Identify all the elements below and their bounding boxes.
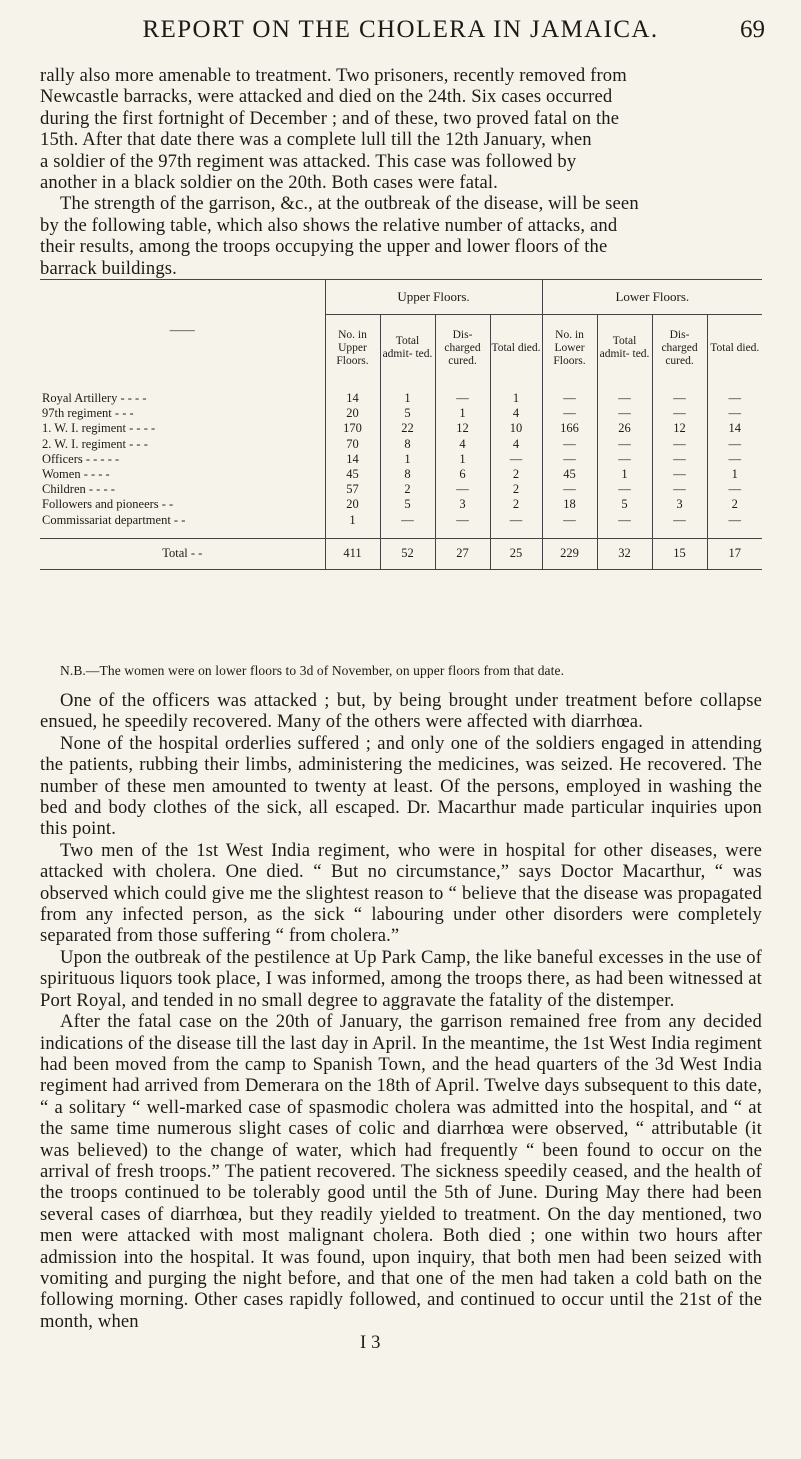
table-cell: 2 (707, 497, 762, 512)
table-cell: 26 (597, 421, 652, 436)
table-cell: 27 (435, 538, 490, 569)
table-cell: 32 (597, 538, 652, 569)
row-label: Total - - (40, 538, 325, 569)
table-footnote: N.B.—The women were on lower floors to 3d of November, on upper floors from that date. (60, 663, 565, 678)
table-row (40, 497, 762, 512)
table-cell: 52 (380, 538, 435, 569)
column-header: No. in Upper Floors. (325, 315, 380, 382)
group-header-lower: Lower Floors. (542, 280, 762, 315)
table-cell: 25 (490, 538, 542, 569)
intro-line: rally also more amenable to treatment. Two prisoners, recently removed from (40, 65, 627, 86)
page-number: 69 (740, 16, 765, 43)
table-cell: — (652, 513, 707, 528)
table-cell: — (597, 482, 652, 497)
table-cell: 2 (380, 482, 435, 497)
table-cell: — (707, 482, 762, 497)
intro-line: The strength of the garrison, &c., at the outbreak of the disease, will be seen (60, 193, 639, 215)
table-cell: — (652, 391, 707, 406)
table-cell: — (597, 391, 652, 406)
table-cell: 2 (490, 467, 542, 482)
table-cell: — (542, 406, 597, 421)
table-spacer (40, 528, 762, 539)
table-cell: 8 (380, 437, 435, 452)
table-cell: — (542, 437, 597, 452)
garrison-table (40, 279, 762, 570)
table-row (40, 452, 762, 467)
table-cell: — (435, 513, 490, 528)
row-label: Royal Artillery - - - - (42, 391, 147, 405)
table-cell: 411 (325, 538, 380, 569)
table-cell: 70 (325, 437, 380, 452)
table-cell: — (652, 452, 707, 467)
table-cell: — (707, 391, 762, 406)
table-cell: — (542, 391, 597, 406)
row-label: 2. W. I. regiment - - - (42, 436, 148, 451)
body-paragraph: One of the officers was attacked ; but, by being brought under treatment before collapse ensued, he speedily recovered. Many of the others were affected with diarrhœa. (40, 690, 762, 733)
intro-line: during the first fortnight of December ; and of these, two proved fatal on the (40, 107, 620, 129)
table-cell: 4 (490, 437, 542, 452)
table-cell: — (380, 513, 435, 528)
column-header: Total admit- ted. (380, 315, 435, 382)
table-cell: — (542, 452, 597, 467)
table-cell: 20 (325, 406, 380, 421)
table-cell: 1 (325, 513, 380, 528)
table-cell: 229 (542, 538, 597, 569)
intro-line: another in a black soldier on the 20th. Both cases were fatal. (40, 172, 498, 194)
table-cell: — (542, 513, 597, 528)
row-label: Commissariat department - - (42, 512, 186, 527)
column-header: Total died. (707, 315, 762, 382)
table-cell: 5 (597, 497, 652, 512)
table-cell: 6 (435, 467, 490, 482)
table-cell: 45 (542, 467, 597, 482)
table-cell: 1 (435, 406, 490, 421)
table-cell: 45 (325, 467, 380, 482)
running-head (0, 16, 801, 50)
table-cell: 17 (707, 538, 762, 569)
intro-line: barrack buildings. (40, 257, 177, 279)
table-spacer (40, 381, 762, 391)
table-cell: 20 (325, 497, 380, 512)
intro-line: by the following table, which also shows the relative number of attacks, and (40, 214, 618, 236)
table-cell: — (542, 482, 597, 497)
row-label: Women - - - - (42, 467, 110, 482)
signature-mark: I 3 (360, 1332, 381, 1354)
table-cell: 1 (380, 391, 435, 406)
column-header: Dis- charged cured. (435, 315, 490, 382)
table-cell: — (707, 437, 762, 452)
table-cell: — (707, 406, 762, 421)
table-cell: 1 (380, 452, 435, 467)
table-cell: — (652, 467, 707, 482)
body-paragraph: After the fatal case on the 20th of January, the garrison remained free from any decided indications of the disease till the last day in April. In the meantime, the 1st West India regiment had been moved from the camp to Spanish Town, and the head quarters of the 3d West India regiment had arrived from Demerara on the 18th of April. Twelve days subsequent to this date, “ a solitary “ well-marked case of spasmodic cholera was admitted into the hospital, and “ at the same time numerous slight cases of colic and diarrhœa were observed, “ attributable (it was believed) to the change of water, which had frequently “ been found to occur on the arrival of fresh troops.” The patient recovered. The sickness speedily ceased, and the health of the troops continued to be tolerably good until the 5th of June. During May there had been several cases of diarrhœa, but they readily yielded to treatment. On the day mentioned, two men were attacked with most malignant cholera. Both died ; one within two hours after admission into the hospital. It was found, upon inquiry, that both men had been seized with vomiting and purging the night before, and that one of the men had taken a cold bath on the following morning. Other cases rapidly followed, and continued to occur until the 21st of the month, when (40, 1011, 762, 1332)
table-row (40, 467, 762, 482)
body-paragraph: Upon the outbreak of the pestilence at Up Park Camp, the like baneful excesses in the use of spirituous liquors took place, I was informed, among the troops there, as had been witnessed at Port Royal, and tended in no small degree to aggravate the fatality of the distemper. (40, 946, 762, 1011)
body-paragraph: Two men of the 1st West India regiment, who were in hospital for other diseases, were attacked with cholera. One died. “ But no circumstance,” says Doctor Macarthur, “ was observed which could give me the slightest reason to “ believe that the disease was propagated from any infected person, as the sick “ labouring under other disorders were completely separated from those suffering “ from cholera.” (40, 839, 762, 947)
table-cell: — (597, 437, 652, 452)
table-cell: 22 (380, 421, 435, 436)
table-cell: 57 (325, 482, 380, 497)
table-cell: — (652, 406, 707, 421)
row-label: Children - - - - (42, 482, 115, 497)
table-cell: 15 (652, 538, 707, 569)
table-cell: — (597, 406, 652, 421)
table-cell: — (490, 452, 542, 467)
row-label: Followers and pioneers - - (42, 497, 174, 512)
table-cell: 10 (490, 421, 542, 436)
table-cell: 8 (380, 467, 435, 482)
body-text (40, 690, 762, 1354)
table-row (40, 437, 762, 452)
column-header: No. in Lower Floors. (542, 315, 597, 382)
column-header: Total died. (490, 315, 542, 382)
column-header: Dis- charged cured. (652, 315, 707, 382)
table-cell: 166 (542, 421, 597, 436)
table-cell: — (707, 513, 762, 528)
table-row (40, 421, 762, 436)
table-cell: 3 (435, 497, 490, 512)
table-cell: 1 (707, 467, 762, 482)
intro-line: 15th. After that date there was a complete lull till the 12th January, when (40, 129, 592, 151)
running-title: REPORT ON THE CHOLERA IN JAMAICA. (142, 16, 659, 43)
table-cell: 14 (325, 452, 380, 467)
table-row (40, 391, 762, 406)
table-cell: 5 (380, 406, 435, 421)
row-label: 1. W. I. regiment - - - - (42, 421, 156, 436)
table-cell: 12 (435, 421, 490, 436)
table-cell: — (652, 482, 707, 497)
table-cell: 1 (490, 391, 542, 406)
table-total-row (40, 538, 762, 569)
table-cell: — (435, 391, 490, 406)
table-cell: — (652, 437, 707, 452)
table-cell: — (707, 452, 762, 467)
table-cell: 5 (380, 497, 435, 512)
column-header: Total admit- ted. (597, 315, 652, 382)
table-cell: — (597, 513, 652, 528)
table-cell: 170 (325, 421, 380, 436)
table-row (40, 482, 762, 497)
table-cell: 4 (435, 437, 490, 452)
table-cell: 14 (325, 391, 380, 406)
table-cell: 3 (652, 497, 707, 512)
table-cell: 2 (490, 497, 542, 512)
table-corner: —— (169, 323, 195, 337)
intro-line: Newcastle barracks, were attacked and died on the 24th. Six cases occurred (40, 86, 613, 108)
table-cell: 12 (652, 421, 707, 436)
table-cell: 1 (435, 452, 490, 467)
row-label: Officers - - - - - (42, 451, 120, 466)
table-row (40, 513, 762, 528)
intro-line: a soldier of the 97th regiment was attacked. This case was followed by (40, 150, 577, 172)
table-cell: 2 (490, 482, 542, 497)
table-cell: — (597, 452, 652, 467)
intro-line: their results, among the troops occupying the upper and lower floors of the (40, 236, 608, 258)
table-cell: 18 (542, 497, 597, 512)
row-label: 97th regiment - - - (42, 406, 134, 421)
table-row (40, 406, 762, 421)
group-header-upper: Upper Floors. (325, 280, 542, 315)
intro-paragraph (40, 65, 762, 279)
table-cell: — (435, 482, 490, 497)
table-cell: — (490, 513, 542, 528)
body-paragraph: None of the hospital orderlies suffered ; and only one of the soldiers engaged in attending the patients, rubbing their limbs, administering the medicines, was seized. He recovered. The number of these men amounted to twenty at least. Of the persons, employed in washing the bed and body clothes of the sick, all escaped. Dr. Macarthur made particular inquiries upon this point. (40, 732, 762, 840)
table-cell: 4 (490, 406, 542, 421)
table-cell: 14 (707, 421, 762, 436)
table-cell: 1 (597, 467, 652, 482)
